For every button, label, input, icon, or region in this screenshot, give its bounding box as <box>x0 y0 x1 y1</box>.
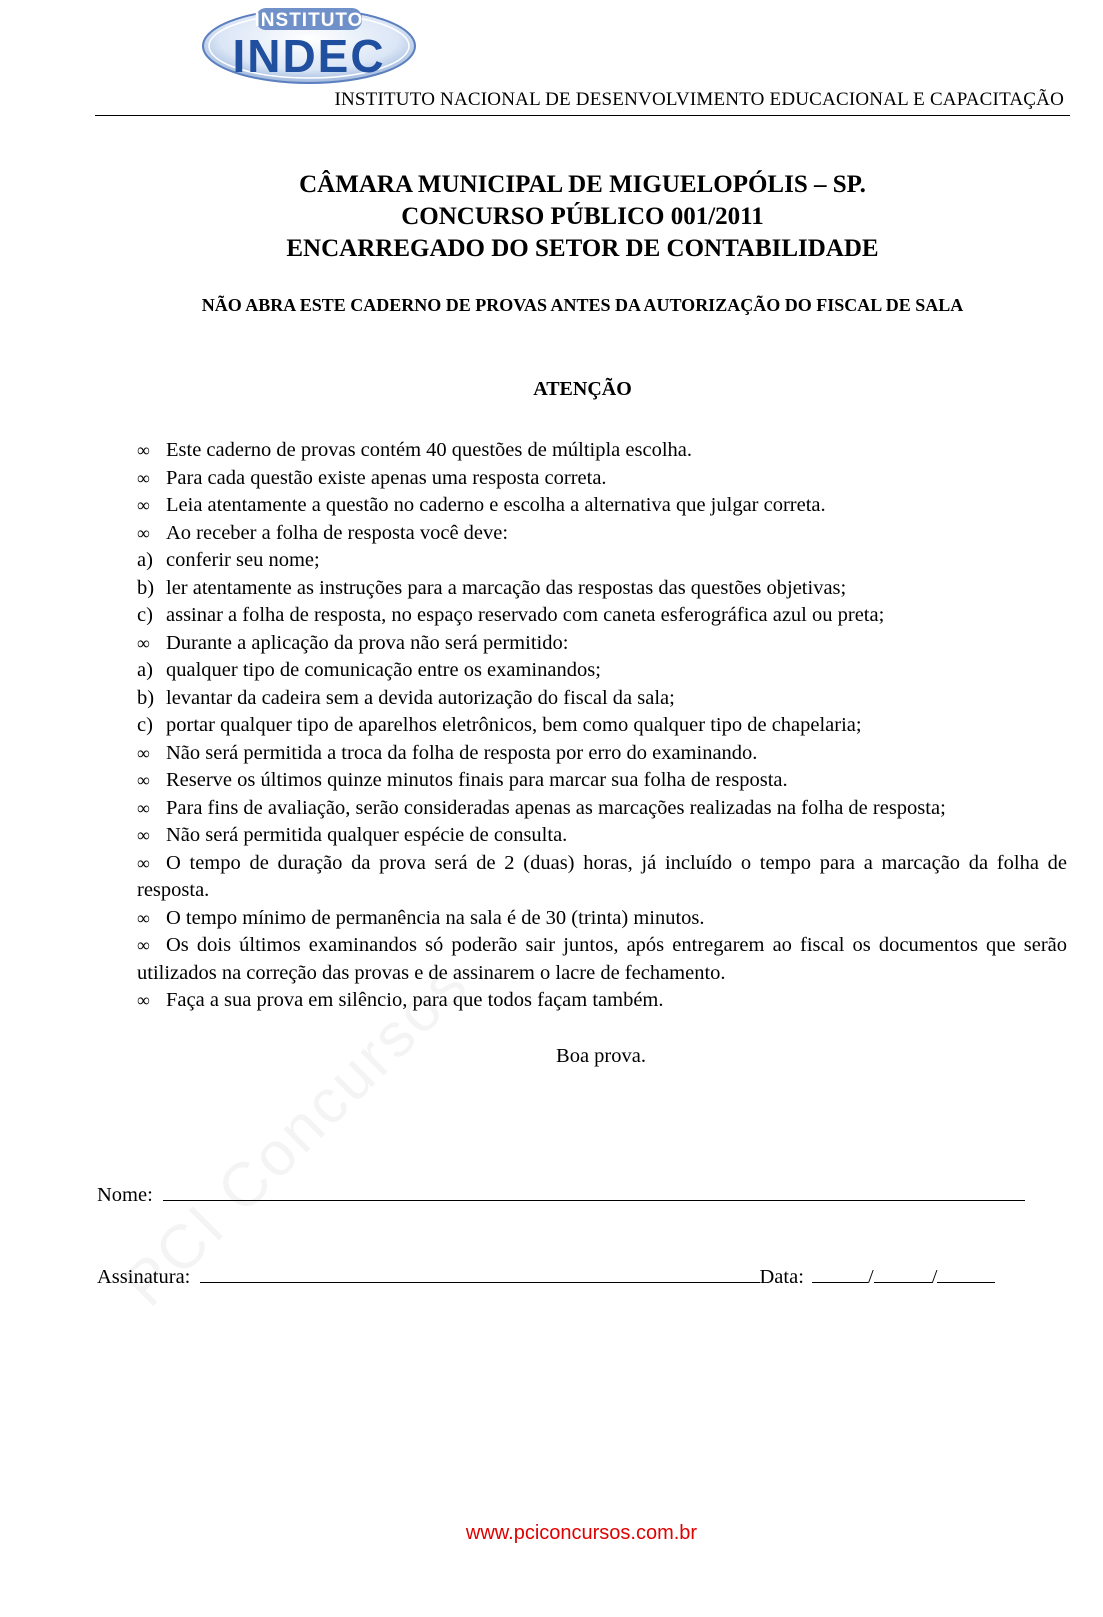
instruction-text: Não será permitida qualquer espécie de consulta. <box>166 824 568 846</box>
instruction-item <box>137 685 1067 713</box>
instruction-item <box>137 602 1067 630</box>
infinity-bullet-icon: ∞ <box>137 742 150 763</box>
instruction-item <box>137 547 1067 575</box>
infinity-bullet-icon: ∞ <box>137 990 150 1010</box>
item-marker: a) <box>137 549 153 571</box>
infinity-bullet-icon: ∞ <box>137 935 150 955</box>
instruction-text: O tempo mínimo de permanência na sala é de 30 (trinta) minutos. <box>166 906 705 929</box>
instruction-item <box>137 905 1067 933</box>
svg-text:INSTITUTO: INSTITUTO <box>254 10 364 31</box>
date-label: Data: <box>759 1266 804 1288</box>
instruction-item <box>137 850 1067 905</box>
date-month-field[interactable] <box>874 1262 932 1283</box>
date-year-field[interactable] <box>937 1262 995 1283</box>
infinity-bullet-icon: ∞ <box>137 495 150 515</box>
signature-field[interactable] <box>200 1262 760 1283</box>
instruction-item <box>137 795 1067 823</box>
instruction-text: portar qualquer tipo de aparelhos eletrônicos, bem como qualquer tipo de chapelaria; <box>166 714 862 736</box>
item-marker: c) <box>137 604 153 626</box>
date-separator-1: / <box>868 1266 874 1288</box>
instruction-item <box>137 932 1067 987</box>
instruction-item <box>137 740 1067 768</box>
instruction-item <box>137 520 1067 548</box>
name-label: Nome: <box>97 1184 153 1206</box>
title-line-1: CÂMARA MUNICIPAL DE MIGUELOPÓLIS – SP. <box>299 171 866 198</box>
instruction-text: O tempo de duração da prova será de 2 (duas) horas, já incluído o tempo para a marcação da folha de resposta. <box>137 851 1067 901</box>
item-marker: a) <box>137 659 153 681</box>
infinity-bullet-icon: ∞ <box>137 825 150 845</box>
instructions-list <box>137 437 1067 1015</box>
instruction-text: ler atentamente as instruções para a marcação das respostas das questões objetivas; <box>166 576 847 599</box>
infinity-bullet-icon: ∞ <box>137 632 150 653</box>
instruction-item <box>137 575 1067 603</box>
header-divider <box>95 115 1070 116</box>
item-marker: c) <box>137 714 153 736</box>
closing-text: Boa prova. <box>556 1045 646 1067</box>
instruction-text: Os dois últimos examinandos só poderão sair juntos, após entregarem ao fiscal os documentos que serão utilizados na correção das provas e de assinarem o lacre de fechamento. <box>137 934 1067 984</box>
infinity-bullet-icon: ∞ <box>137 467 150 488</box>
infinity-bullet-icon: ∞ <box>137 907 150 928</box>
infinity-bullet-icon: ∞ <box>137 522 150 543</box>
instruction-text: levantar da cadeira sem a devida autorização do fiscal da sala; <box>166 686 675 709</box>
warning-text: NÃO ABRA ESTE CADERNO DE PROVAS ANTES DA AUTORIZAÇÃO DO FISCAL DE SALA <box>201 295 964 315</box>
institute-name: INSTITUTO NACIONAL DE DESENVOLVIMENTO EDUCACIONAL E CAPACITAÇÃO <box>334 89 1064 110</box>
svg-text:INDEC: INDEC <box>232 30 386 82</box>
instruction-item <box>137 987 1067 1015</box>
instruction-text: Ao receber a folha de resposta você deve: <box>166 521 509 544</box>
instruction-item <box>137 657 1067 685</box>
instruction-item <box>137 465 1067 493</box>
instruction-text: assinar a folha de resposta, no espaço reservado com caneta esferográfica azul ou preta; <box>166 604 885 626</box>
instruction-text: Faça a sua prova em silêncio, para que todos façam também. <box>166 989 664 1011</box>
signature-row <box>97 1262 995 1289</box>
instruction-item <box>137 437 1067 465</box>
infinity-bullet-icon: ∞ <box>137 770 150 790</box>
infinity-bullet-icon: ∞ <box>137 440 150 460</box>
indec-logo <box>200 2 418 86</box>
instruction-text: Leia atentamente a questão no caderno e escolha a alternativa que julgar correta. <box>166 494 826 516</box>
attention-heading: ATENÇÃO <box>533 378 632 400</box>
item-marker: b) <box>137 576 155 599</box>
instruction-text: qualquer tipo de comunicação entre os examinandos; <box>166 659 601 681</box>
date-day-field[interactable] <box>812 1262 868 1283</box>
instruction-text: Não será permitida a troca da folha de resposta por erro do examinando. <box>166 741 758 764</box>
footer-url[interactable]: www.pciconcursos.com.br <box>465 1522 698 1544</box>
instruction-text: conferir seu nome; <box>166 549 320 571</box>
instruction-item <box>137 767 1067 795</box>
date-separator-2: / <box>931 1266 938 1288</box>
title-line-2: CONCURSO PÚBLICO 001/2011 <box>401 203 764 230</box>
title-line-3: ENCARREGADO DO SETOR DE CONTABILIDADE <box>286 235 879 262</box>
exam-titles <box>95 169 1070 265</box>
instruction-text: Para cada questão existe apenas uma resposta correta. <box>166 466 607 489</box>
infinity-bullet-icon: ∞ <box>137 852 150 873</box>
instruction-item <box>137 712 1067 740</box>
instruction-text: Reserve os últimos quinze minutos finais para marcar sua folha de resposta. <box>166 769 788 791</box>
instruction-item <box>137 492 1067 520</box>
item-marker: b) <box>137 686 155 709</box>
instruction-text: Este caderno de provas contém 40 questões de múltipla escolha. <box>166 439 693 461</box>
instruction-text: Durante a aplicação da prova não será permitido: <box>166 631 569 654</box>
infinity-bullet-icon: ∞ <box>137 797 150 818</box>
instruction-item <box>137 630 1067 658</box>
instruction-text: Para fins de avaliação, serão consideradas apenas as marcações realizadas na folha de resposta; <box>166 796 946 819</box>
instruction-item <box>137 822 1067 850</box>
signature-label: Assinatura: <box>97 1266 191 1288</box>
